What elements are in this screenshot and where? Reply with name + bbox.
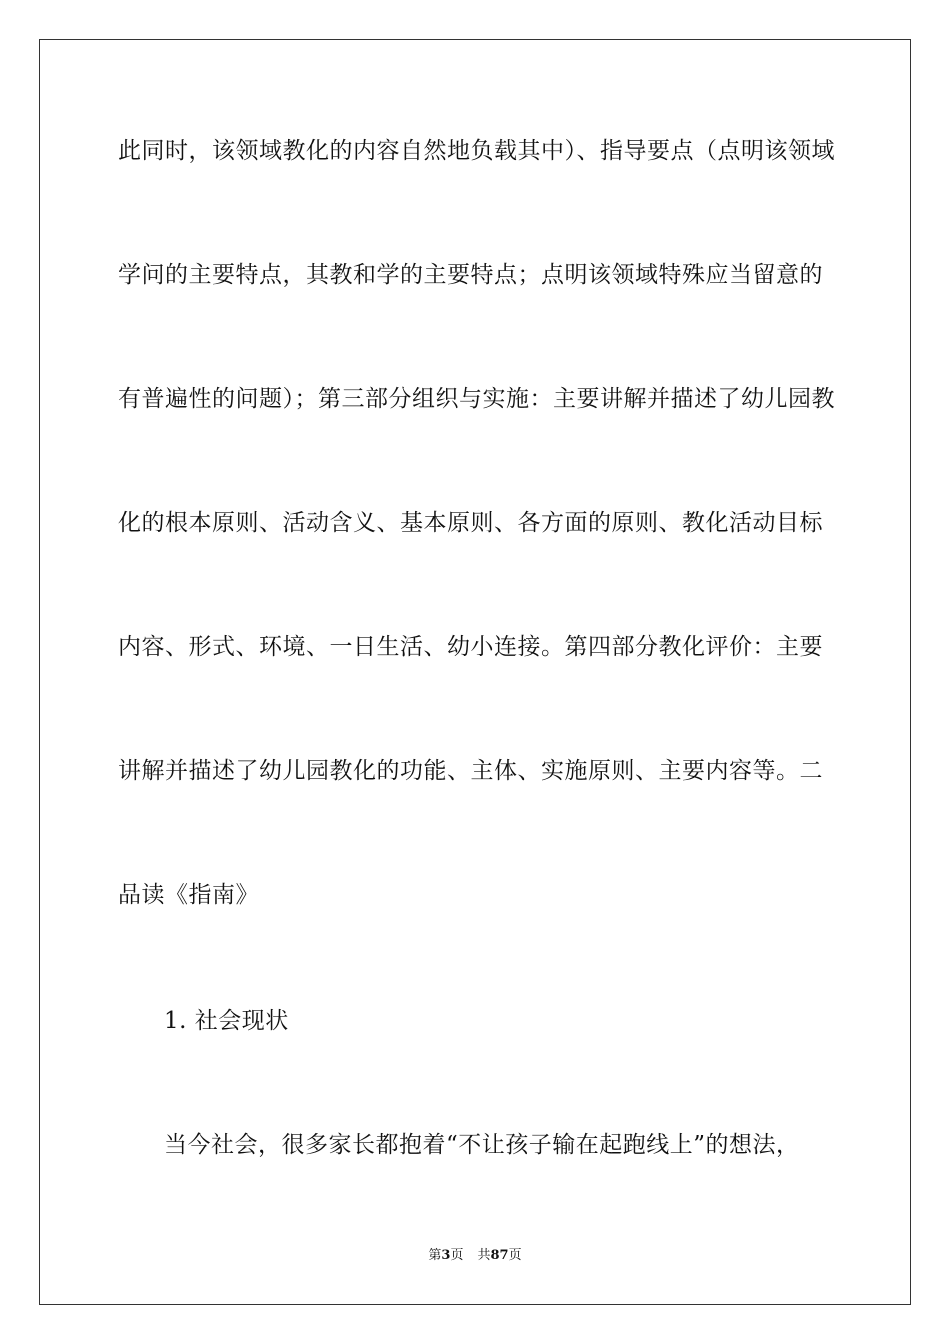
footer-page-number: 3 [441, 1248, 451, 1263]
paragraph-first-line: 当今社会，很多家长都抱着“不让孩子输在起跑线上”的想法， [164, 1132, 800, 1158]
footer-total-pages: 87 [490, 1248, 509, 1263]
footer-page-prefix: 第 [428, 1248, 442, 1263]
body-text-line-7: 品读《指南》 [118, 882, 259, 908]
section-heading: 1. 社会现状 [164, 1008, 289, 1034]
page-footer [0, 1248, 950, 1264]
body-text-line-1: 此同时，该领域教化的内容自然地负载其中）、指导要点（点明该领域 [118, 138, 835, 164]
body-text-line-4: 化的根本原则、活动含义、基本原则、各方面的原则、教化活动目标 [118, 510, 823, 536]
body-text-line-5: 内容、形式、环境、一日生活、幼小连接。第四部分教化评价：主要 [118, 634, 823, 660]
body-text-line-6: 讲解并描述了幼儿园教化的功能、主体、实施原则、主要内容等。二 [118, 758, 823, 784]
footer-total-suffix: 页 [508, 1248, 522, 1263]
body-text-line-2: 学问的主要特点，其教和学的主要特点；点明该领域特殊应当留意的 [118, 262, 823, 288]
body-text-line-3: 有普遍性的问题）；第三部分组织与实施：主要讲解并描述了幼儿园教 [118, 386, 835, 412]
footer-page-suffix: 页 [450, 1248, 464, 1263]
page-border [39, 39, 911, 1305]
footer-total-prefix: 共 [477, 1248, 491, 1263]
